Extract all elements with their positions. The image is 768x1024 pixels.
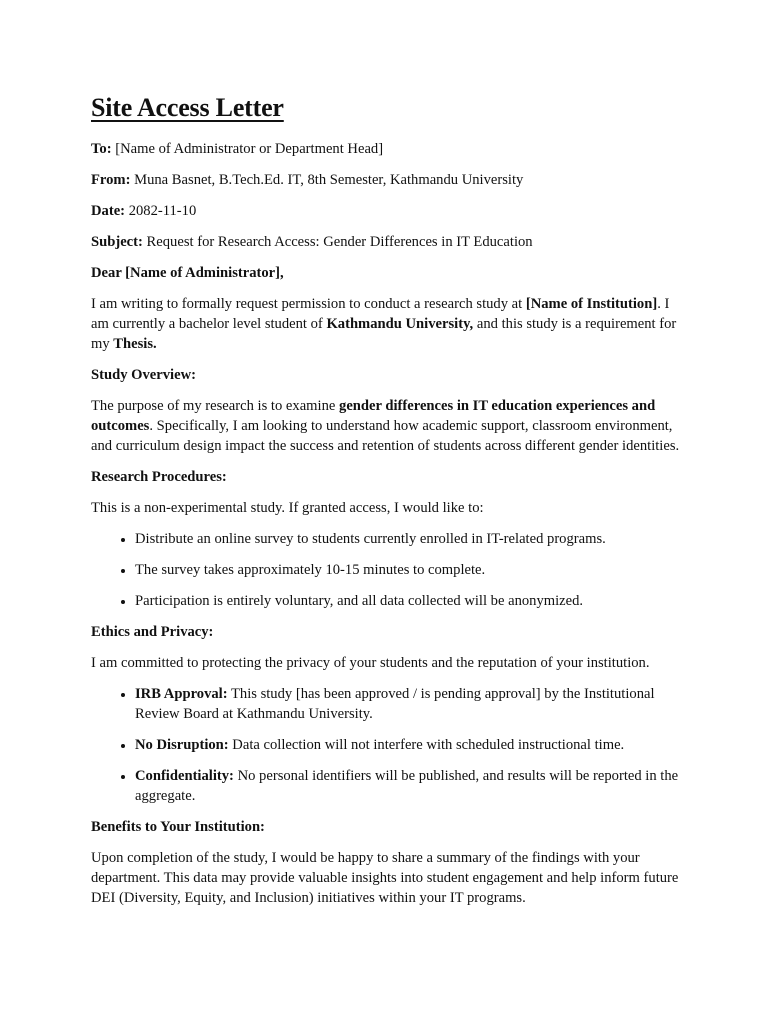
list-item-label: No Disruption: (135, 737, 229, 753)
to-label: To: (91, 141, 112, 157)
list-item: • The survey takes approximately 10-15 minutes to complete. (135, 560, 686, 580)
page-title: Site Access Letter (91, 93, 284, 122)
benefits-heading: Benefits to Your Institution: (91, 819, 265, 835)
list-item-text: No personal identifiers will be published, and results will be reported in the aggregate. (135, 768, 679, 804)
letter-page (91, 90, 686, 919)
list-item (135, 735, 686, 755)
subject-value: Request for Research Access: Gender Differences in IT Education (142, 234, 533, 250)
date-label: Date: (91, 203, 126, 219)
overview-text-1: The purpose of my research is to examine (91, 398, 340, 414)
overview-emphasis: gender differences in IT education experiences and outcomes (91, 398, 656, 434)
list-item: • Distribute an online survey to students currently enrolled in IT-related programs. (135, 529, 686, 549)
procedures-intro: This is a non-experimental study. If granted access, I would like to: (91, 500, 484, 516)
list-item (135, 766, 686, 806)
ethics-intro: I am committed to protecting the privacy of your students and the reputation of your institution. (91, 655, 650, 671)
thesis-label: Thesis. (113, 336, 157, 352)
benefits-paragraph: Upon completion of the study, I would be happy to share a summary of the findings with your department. This data may provide valuable insights into student engagement and help inform future DEI (Diversity, Equity, and Inclusion) initiatives within your IT programs. (91, 850, 679, 906)
to-line (91, 139, 686, 159)
list-item: • Participation is entirely voluntary, and all data collected will be anonymized. (135, 591, 686, 611)
overview-text-2: . Specifically, I am looking to understand how academic support, classroom environment, and curriculum design impact the success and retention of students across different gender identities. (91, 418, 680, 454)
intro-text-2: . I am currently a bachelor level student of (91, 296, 670, 332)
intro-text-3: and this study is a requirement for my (91, 316, 677, 352)
from-line (91, 170, 686, 190)
salutation: Dear [Name of Administrator], (91, 265, 284, 281)
subject-line (91, 232, 686, 252)
date-value: 2082-11-10 (125, 203, 197, 219)
procedures-heading: Research Procedures: (91, 469, 227, 485)
list-item-text: Data collection will not interfere with scheduled instructional time. (228, 737, 625, 753)
intro-paragraph (91, 294, 686, 354)
date-line (91, 201, 686, 221)
from-label: From: (91, 172, 131, 188)
university-name: Kathmandu University, (326, 316, 474, 332)
ethics-heading: Ethics and Privacy: (91, 624, 214, 640)
list-item-label: Confidentiality: (135, 768, 234, 784)
institution-name: [Name of Institution] (525, 296, 658, 312)
from-value: Muna Basnet, B.Tech.Ed. IT, 8th Semester, Kathmandu University (130, 172, 524, 188)
subject-label: Subject: (91, 234, 143, 250)
overview-paragraph (91, 396, 686, 456)
to-value: [Name of Administrator or Department Head] (111, 141, 384, 157)
list-item-text: This study [has been approved / is pending approval] by the Institutional Review Board at Kathmandu University. (135, 686, 655, 722)
intro-text-1: I am writing to formally request permission to conduct a research study at (91, 296, 526, 312)
procedures-list (91, 529, 686, 611)
list-item (135, 684, 686, 724)
ethics-list (91, 684, 686, 806)
list-item-label: IRB Approval: (135, 686, 228, 702)
overview-heading: Study Overview: (91, 367, 196, 383)
